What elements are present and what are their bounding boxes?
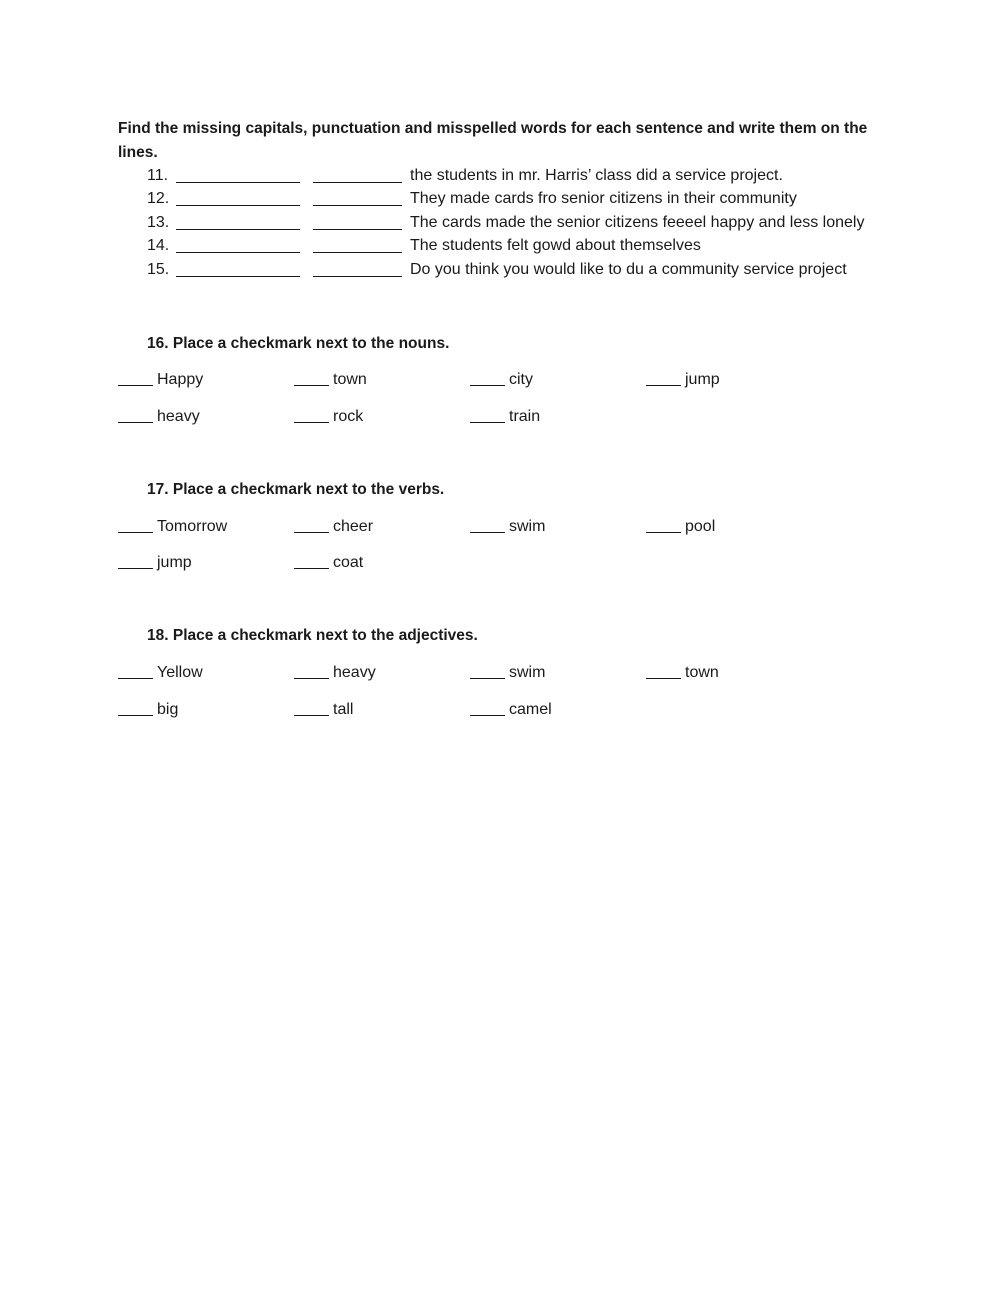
- checkmark-blank[interactable]: [118, 406, 153, 423]
- question-17-title: 17. Place a checkmark next to the verbs.: [147, 481, 445, 498]
- choice-label: Tomorrow: [157, 518, 228, 535]
- checkmark-blank[interactable]: [294, 699, 329, 716]
- choice-label: cheer: [333, 518, 374, 535]
- answer-blank-1[interactable]: [176, 259, 300, 277]
- choice-item[interactable]: [294, 552, 363, 574]
- question-16-title: 16. Place a checkmark next to the nouns.: [147, 335, 450, 352]
- choice-item[interactable]: [294, 369, 367, 391]
- checkmark-blank[interactable]: [294, 662, 329, 679]
- checkmark-blank[interactable]: [294, 369, 329, 386]
- choice-item[interactable]: [294, 516, 373, 538]
- choice-label: pool: [685, 518, 716, 535]
- choice-label: Yellow: [157, 664, 203, 681]
- sentence-text: They made cards fro senior citizens in their community: [410, 190, 797, 207]
- sentence-row-15: [147, 259, 847, 281]
- choice-item[interactable]: [118, 552, 192, 574]
- choice-item[interactable]: [118, 406, 200, 428]
- choice-item[interactable]: [470, 369, 533, 391]
- checkmark-blank[interactable]: [118, 662, 153, 679]
- choice-item[interactable]: [294, 699, 353, 721]
- checkmark-blank[interactable]: [118, 516, 153, 533]
- sentence-number: 12.: [147, 190, 170, 207]
- choice-item[interactable]: [470, 516, 545, 538]
- choice-label: jump: [157, 554, 192, 571]
- sentence-row-11: [147, 165, 783, 187]
- choice-item[interactable]: [470, 662, 545, 684]
- choice-item[interactable]: [118, 369, 203, 391]
- sentence-number: 14.: [147, 237, 170, 254]
- checkmark-blank[interactable]: [118, 369, 153, 386]
- choice-label: jump: [685, 371, 720, 388]
- checkmark-blank[interactable]: [646, 662, 681, 679]
- sentence-text: The cards made the senior citizens feeeel happy and less lonely: [410, 214, 865, 231]
- checkmark-blank[interactable]: [470, 369, 505, 386]
- choice-label: coat: [333, 554, 364, 571]
- checkmark-blank[interactable]: [470, 516, 505, 533]
- choice-label: swim: [509, 664, 546, 681]
- choice-label: heavy: [333, 664, 376, 681]
- answer-blank-1[interactable]: [176, 212, 300, 230]
- choice-item[interactable]: [118, 662, 203, 684]
- choice-label: town: [685, 664, 719, 681]
- choice-item[interactable]: [470, 406, 540, 428]
- sentence-text: the students in mr. Harris’ class did a service project.: [410, 167, 783, 184]
- choice-label: Happy: [157, 371, 204, 388]
- answer-blank-2[interactable]: [313, 235, 402, 253]
- choice-item[interactable]: [646, 516, 715, 538]
- instructions-heading: Find the missing capitals, punctuation and misspelled words for each sentence and write them on the lines.: [118, 120, 868, 161]
- checkmark-blank[interactable]: [294, 516, 329, 533]
- question-18-title: 18. Place a checkmark next to the adjectives.: [147, 627, 478, 644]
- checkmark-blank[interactable]: [294, 406, 329, 423]
- checkmark-blank[interactable]: [646, 516, 681, 533]
- choice-label: tall: [333, 701, 354, 718]
- sentence-number: 11.: [147, 167, 169, 184]
- choice-label: camel: [509, 701, 552, 718]
- sentence-row-14: [147, 235, 701, 257]
- choice-label: swim: [509, 518, 546, 535]
- choice-label: town: [333, 371, 367, 388]
- answer-blank-1[interactable]: [176, 235, 300, 253]
- choice-label: heavy: [157, 408, 200, 425]
- sentence-row-12: [147, 188, 797, 210]
- sentence-text: The students felt gowd about themselves: [410, 237, 701, 254]
- answer-blank-2[interactable]: [313, 259, 402, 277]
- choice-label: train: [509, 408, 541, 425]
- checkmark-blank[interactable]: [118, 552, 153, 569]
- choice-item[interactable]: [646, 662, 719, 684]
- checkmark-blank[interactable]: [470, 406, 505, 423]
- choice-item[interactable]: [470, 699, 552, 721]
- sentence-row-13: [147, 212, 865, 234]
- choice-item[interactable]: [294, 406, 363, 428]
- checkmark-blank[interactable]: [646, 369, 681, 386]
- sentence-number: 13.: [147, 214, 170, 231]
- answer-blank-2[interactable]: [313, 212, 402, 230]
- checkmark-blank[interactable]: [470, 699, 505, 716]
- choice-item[interactable]: [118, 516, 227, 538]
- choice-item[interactable]: [294, 662, 376, 684]
- checkmark-blank[interactable]: [470, 662, 505, 679]
- choice-item[interactable]: [118, 699, 178, 721]
- sentence-number: 15.: [147, 261, 170, 278]
- checkmark-blank[interactable]: [294, 552, 329, 569]
- answer-blank-2[interactable]: [313, 165, 402, 183]
- choice-label: city: [509, 371, 533, 388]
- choice-label: rock: [333, 408, 364, 425]
- answer-blank-1[interactable]: [176, 188, 300, 206]
- choice-label: big: [157, 701, 179, 718]
- choice-item[interactable]: [646, 369, 720, 391]
- checkmark-blank[interactable]: [118, 699, 153, 716]
- answer-blank-2[interactable]: [313, 188, 402, 206]
- sentence-text: Do you think you would like to du a community service project: [410, 261, 847, 278]
- answer-blank-1[interactable]: [176, 165, 300, 183]
